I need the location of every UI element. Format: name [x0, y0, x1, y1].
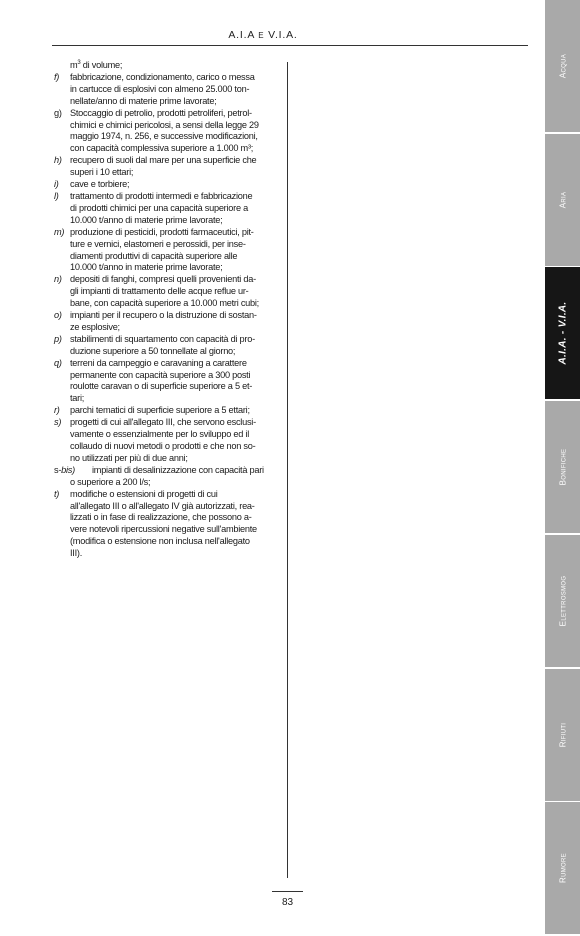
list-item — [54, 179, 282, 191]
item-line: 10.000 t/anno di materie prime lavorate; — [70, 214, 223, 225]
item-line: chimici e chimici pericolosi, a sensi della legge 29 — [70, 119, 259, 130]
tab-rumore[interactable] — [545, 802, 580, 936]
tab-label: A.I.A. - V.I.A. — [557, 301, 568, 365]
item-marker: s) — [54, 417, 62, 428]
item-line: superi i 10 ettari; — [70, 167, 134, 178]
lead-line — [54, 60, 282, 72]
header-rule — [52, 45, 528, 46]
item-marker: r) — [54, 405, 60, 416]
item-line: ze esplosive; — [70, 321, 120, 332]
item-marker: t) — [54, 488, 60, 499]
item-line: lizzati o in fase di realizzazione, che possono a- — [70, 512, 252, 523]
list-item — [54, 108, 282, 156]
footer-rule — [272, 891, 303, 892]
item-line: all'allegato III o all'allegato IV già autorizzati, rea- — [70, 500, 255, 511]
item-line: diamenti produttivi di capacità superiore alle — [70, 250, 238, 261]
list-item — [54, 227, 282, 275]
tab-label: Rumore — [558, 853, 567, 883]
item-line: trattamento di prodotti intermedi e fabbricazione — [70, 190, 253, 201]
item-marker: l) — [54, 190, 59, 201]
item-marker: m) — [54, 226, 65, 237]
list-item — [54, 334, 282, 358]
item-line: di prodotti chimici per una capacità superiore a — [70, 202, 248, 213]
tab-label: Elettrosmog — [558, 575, 567, 627]
tab-label: Rifiuti — [558, 722, 567, 748]
item-line: depositi di fanghi, compresi quelli provenienti da- — [70, 274, 256, 285]
item-line: terreni da campeggio e caravaning a carattere — [70, 357, 247, 368]
item-line: (modifica o estensione non inclusa nell'allegato — [70, 536, 250, 547]
list-item — [54, 358, 282, 406]
item-marker: h) — [54, 155, 62, 166]
item-line: vamente o essenzialmente per lo sviluppo ed il — [70, 429, 249, 440]
item-line: gli impianti di trattamento delle acque reflue ur- — [70, 286, 249, 297]
list-item — [54, 417, 282, 465]
list-item — [54, 274, 282, 310]
header-title-part1: A.I.A — [228, 29, 255, 41]
item-line: o superiore a 200 l/s; — [70, 476, 151, 487]
item-line: no utilizzati per più di due anni; — [70, 452, 188, 463]
list-item — [54, 191, 282, 227]
list-item — [54, 465, 282, 489]
tab-aria[interactable] — [545, 134, 580, 268]
tab-label: Aria — [558, 191, 567, 209]
item-line: III). — [70, 548, 83, 559]
item-line: recupero di suoli dal mare per una superficie che — [70, 155, 257, 166]
item-marker: o) — [54, 310, 62, 321]
page-number: 83 — [281, 897, 294, 908]
running-header — [0, 29, 526, 41]
tab-bonifiche[interactable] — [545, 401, 580, 535]
item-marker: p) — [54, 333, 62, 344]
lead-text: m — [70, 60, 78, 70]
item-line: permanente con capacità superiore a 300 posti — [70, 369, 251, 380]
item-marker: i) — [54, 179, 59, 190]
item-marker: q) — [54, 357, 62, 368]
item-marker: s-bis) — [54, 464, 75, 475]
item-line: impianti di desalinizzazione con capacità pari — [92, 464, 264, 475]
section-tabs — [545, 0, 580, 936]
item-line: roulotte caravan o di superficie superiore a 5 et- — [70, 381, 253, 392]
lead-rest: di volume; — [80, 60, 123, 70]
tab-a-i-a-v-i-a[interactable] — [545, 267, 580, 401]
item-line: Stoccaggio di petrolio, prodotti petroliferi, petrol- — [70, 107, 252, 118]
list-item — [54, 72, 282, 108]
item-line: in cartucce di esplosivi con almeno 25.000 ton- — [70, 83, 250, 94]
item-line: tari; — [70, 393, 85, 404]
item-line: produzione di pesticidi, prodotti farmaceutici, pit- — [70, 226, 254, 237]
item-marker: g) — [54, 107, 62, 118]
item-line: fabbricazione, condizionamento, carico o messa — [70, 71, 255, 82]
list-item — [54, 489, 282, 560]
item-line: duzione superiore a 50 tonnellate al giorno; — [70, 345, 236, 356]
header-title-conjunction: E — [258, 31, 265, 40]
item-list — [54, 72, 282, 560]
item-line: impianti per il recupero o la distruzione di sostan- — [70, 310, 257, 321]
body-column — [54, 60, 282, 560]
tab-rifiuti[interactable] — [545, 669, 580, 803]
tab-elettrosmog[interactable] — [545, 535, 580, 669]
item-line: con capacità complessiva superiore a 1.000 m³; — [70, 143, 254, 154]
item-line: progetti di cui all'allegato III, che servono esclusi- — [70, 417, 256, 428]
item-line: bane, con capacità superiore a 10.000 metri cubi; — [70, 298, 259, 309]
item-line: vere notevoli ripercussioni negative sull'ambiente — [70, 524, 257, 535]
item-line: nellate/anno di materie prime lavorate; — [70, 95, 217, 106]
header-title-part2: V.I.A. — [268, 29, 298, 41]
list-item — [54, 155, 282, 179]
item-line: ture e vernici, elastomeri e perossidi, per inse- — [70, 238, 246, 249]
item-line: 10.000 t/anno in materie prime lavorate; — [70, 262, 223, 273]
item-line: parchi tematici di superficie superiore a 5 ettari; — [70, 405, 250, 416]
tab-acqua[interactable] — [545, 0, 580, 134]
item-line: stabilimenti di squartamento con capacità di pro- — [70, 333, 255, 344]
item-line: collaudo di nuovi metodi o prodotti e che non so- — [70, 441, 256, 451]
item-marker: n) — [54, 274, 62, 285]
tab-label: Bonifiche — [558, 448, 567, 486]
item-marker: f) — [54, 71, 60, 82]
list-item — [54, 405, 282, 417]
lead-superscript: 3 — [77, 59, 81, 66]
item-line: modifiche o estensioni di progetti di cui — [70, 488, 218, 499]
column-divider — [287, 62, 288, 878]
item-line: cave e torbiere; — [70, 179, 130, 190]
list-item — [54, 310, 282, 334]
item-line: maggio 1974, n. 256, e successive modificazioni, — [70, 131, 258, 142]
tab-label: Acqua — [558, 53, 567, 79]
